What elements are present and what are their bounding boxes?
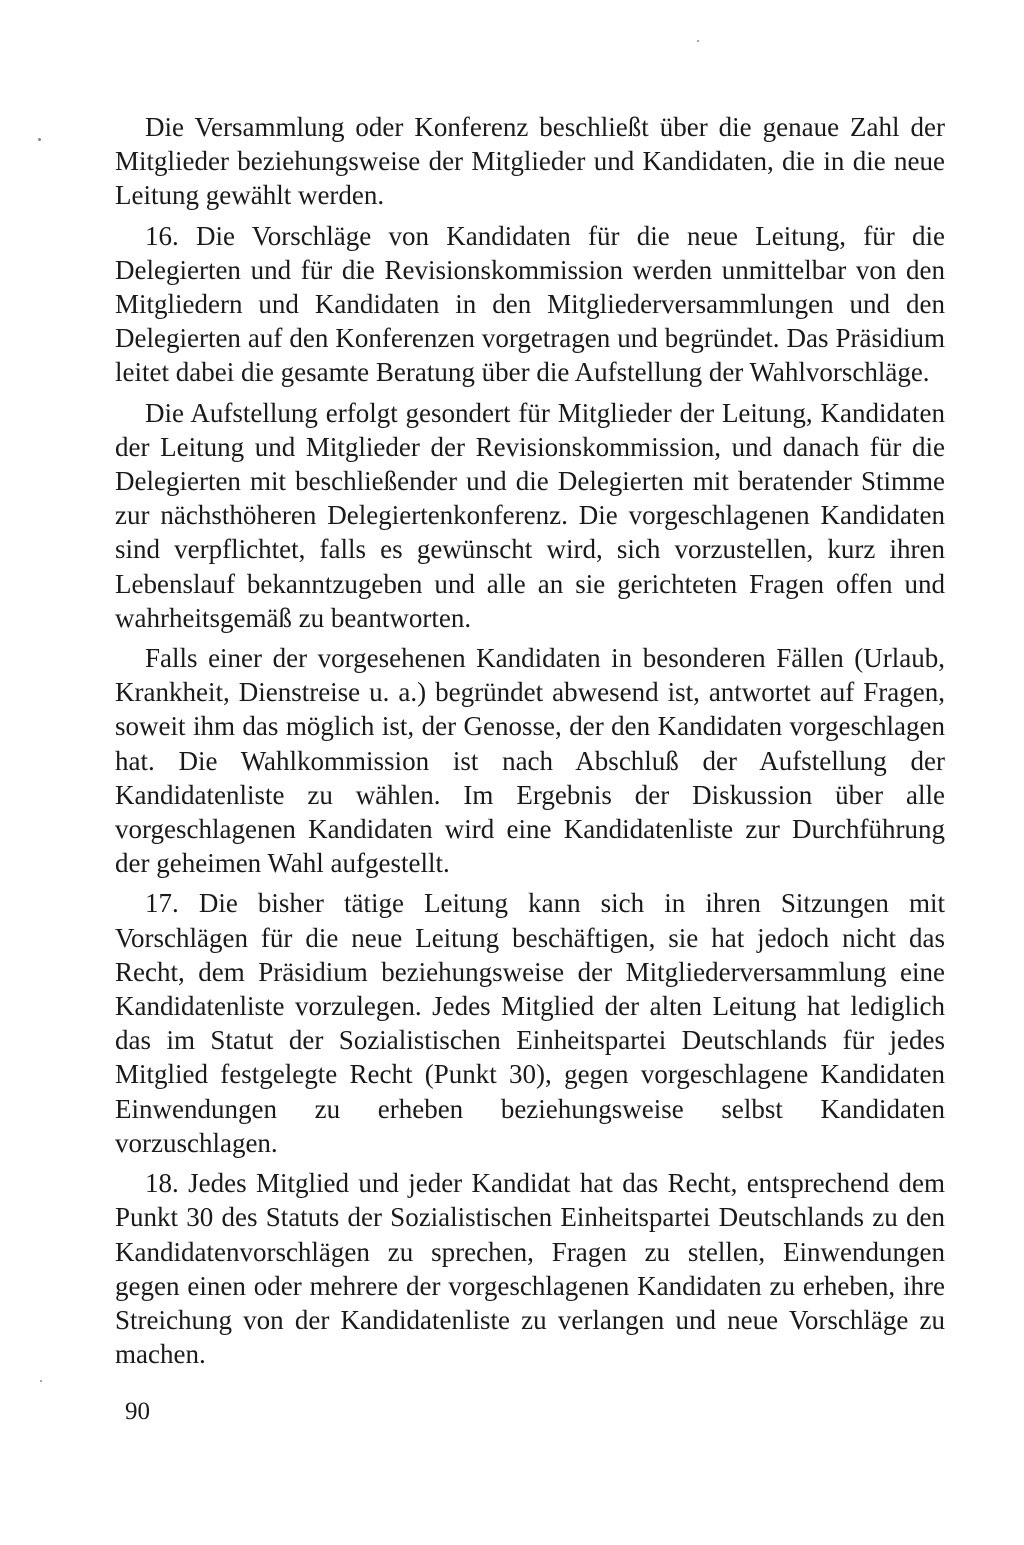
scan-speck: [38, 138, 41, 141]
paragraph: Die Aufstellung erfolgt gesondert für Mitglieder der Leitung, Kandidaten der Leitung und Mitglieder der Revisionskommission, und danach für die Delegierten mit beschließender und die Delegierten mit beratender Stimme zur nächsthöheren Delegiertenkonferenz. Die vorgeschlagenen Kandidaten sind verpflichtet, falls es gewünscht wird, sich vorzustellen, kurz ihren Lebenslauf bekanntzugeben und alle an sie gerichteten Fragen offen und wahrheitsgemäß zu beantworten.: [115, 397, 945, 633]
body-text: [115, 110, 945, 1377]
paragraph-section-18: 18. Jedes Mitglied und jeder Kandidat hat das Recht, entsprechend dem Punkt 30 des Statuts der Sozialistischen Einheitspartei Deutschlands zu den Kandidatenvorschlägen zu sprechen, Fragen zu stellen, Einwendungen gegen einen oder mehrere der vorgeschlagenen Kandidaten zu erheben, ihre Streichung von der Kandidatenliste zu verlangen und neue Vorschläge zu machen.: [115, 1168, 945, 1370]
scan-speck: [40, 1380, 42, 1382]
paragraph-section-16: 16. Die Vorschläge von Kandidaten für die neue Leitung, für die Delegierten und für die Revisionskommission werden unmittelbar von den Mitgliedern und Kandidaten in den Mitgliederversammlungen und den Delegierten auf den Konferenzen vorgetragen und begründet. Das Präsidium leitet dabei die gesamte Beratung über die Aufstellung der Wahlvorschläge.: [115, 220, 945, 388]
paragraph: Die Versammlung oder Konferenz beschließt über die genaue Zahl der Mitglieder beziehungsweise der Mitglieder und Kandidaten, die in die neue Leitung gewählt werden.: [115, 112, 945, 211]
page-number: 90: [125, 1398, 150, 1425]
paragraph-section-17: 17. Die bisher tätige Leitung kann sich in ihren Sitzungen mit Vorschlägen für die neue Leitung beschäftigen, sie hat jedoch nicht das Recht, dem Präsidium beziehungsweise der Mitgliederversammlung eine Kandidatenliste vorzulegen. Jedes Mitglied der alten Leitung hat lediglich das im Statut der Sozialistischen Einheitspartei Deutschlands für jedes Mitglied festgelegte Recht (Punkt 30), gegen vorgeschlagene Kandidaten Einwendungen zu erheben beziehungsweise selbst Kandidaten vorzuschlagen.: [115, 888, 945, 1158]
paragraph: Falls einer der vorgesehenen Kandidaten in besonderen Fällen (Urlaub, Krankheit, Dienstreise u. a.) begründet abwesend ist, antwortet auf Fragen, soweit ihm das möglich ist, der Genosse, der den Kandidaten vorgeschlagen hat. Die Wahlkommission ist nach Abschluß der Aufstellung der Kandidatenliste zu wählen. Im Ergebnis der Diskussion über alle vorgeschlagenen Kandidaten wird eine Kandidatenliste zur Durchführung der geheimen Wahl aufgestellt.: [115, 643, 945, 879]
scan-speck: [697, 40, 699, 42]
